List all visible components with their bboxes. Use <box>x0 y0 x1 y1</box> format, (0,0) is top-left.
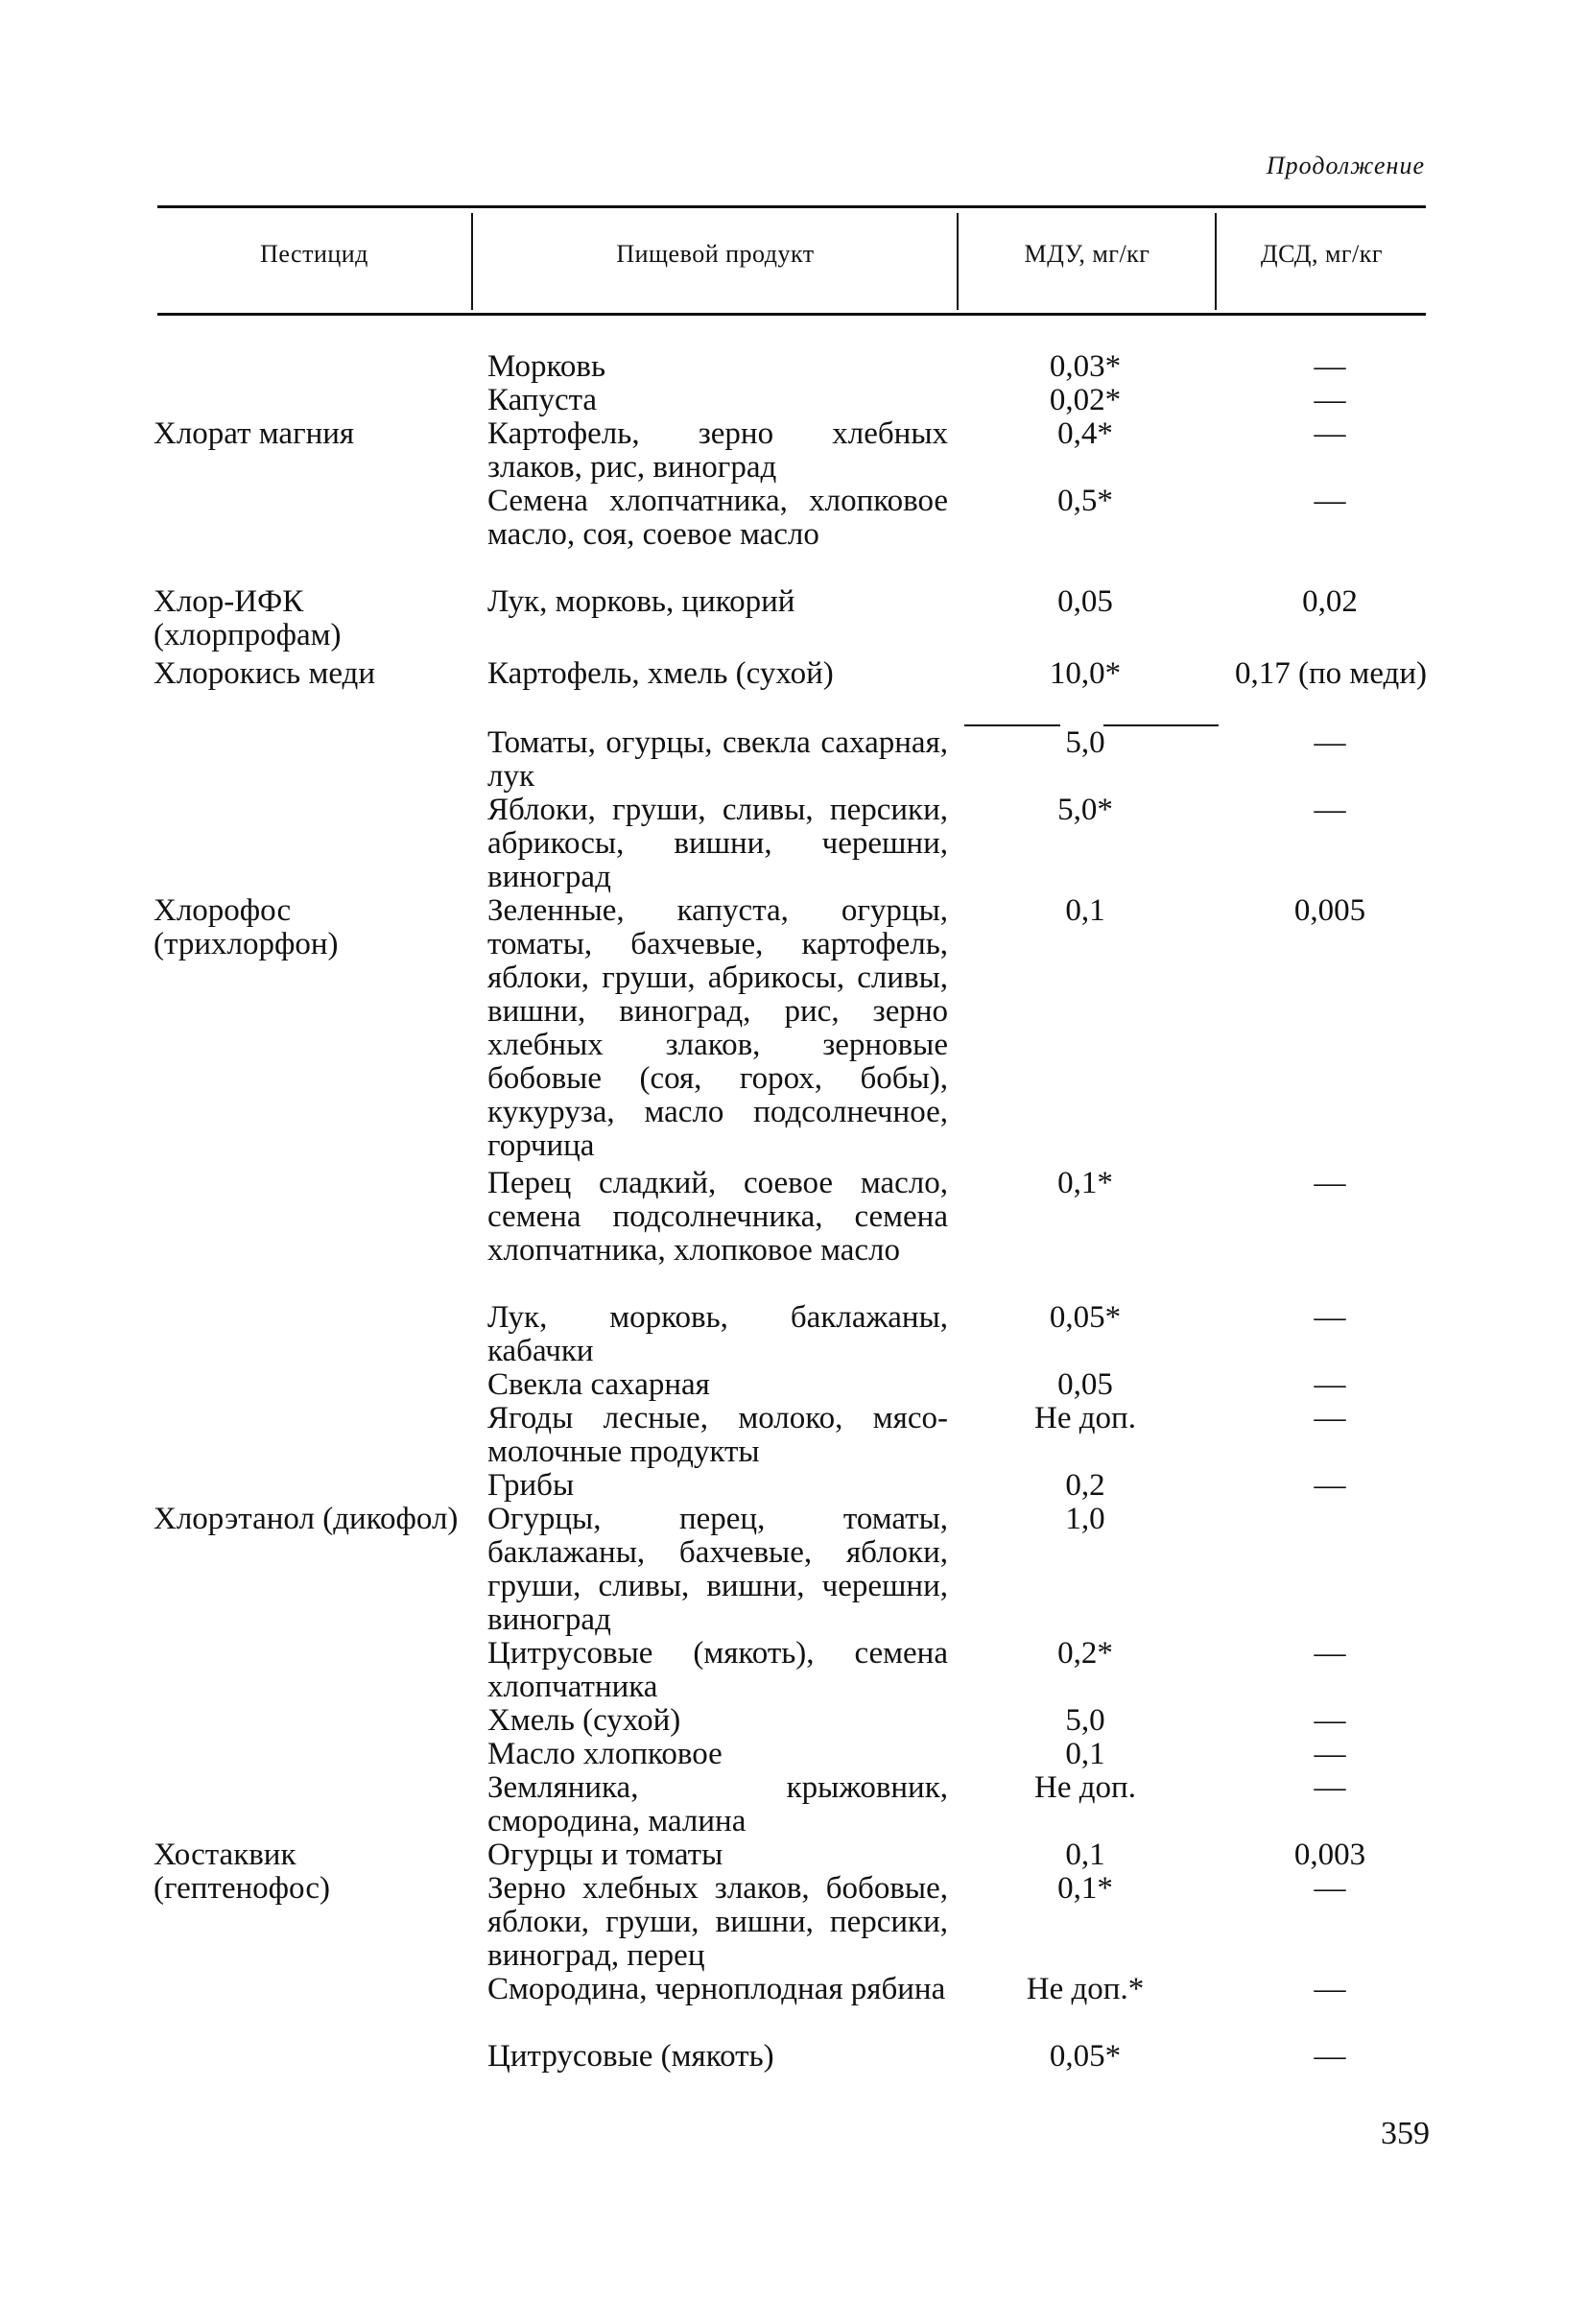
header-pesticide: Пестицид <box>260 240 368 268</box>
table-row-food: Смородина, черноплодная рябина <box>487 1972 946 2006</box>
table-row-food: Масло хлопковое <box>487 1737 723 1771</box>
table-row-dsd: — <box>1314 416 1346 451</box>
table-row-food: Капуста <box>487 383 598 417</box>
header-mdu: МДУ, мг/кг <box>1024 240 1150 268</box>
table-row-mdu: 0,03* <box>1049 349 1122 384</box>
table-row-food: Ягоды лесные, молоко, мясо-молочные продукты <box>487 1401 948 1469</box>
table-row-mdu: 1,0 <box>1065 1502 1105 1536</box>
table-row-food: Огурцы, перец, томаты, баклажаны, бахчевые, яблоки, груши, сливы, вишни, черешни, виноград <box>487 1502 948 1637</box>
table-row-pesticide: Хлорокись меди <box>154 656 375 691</box>
table-row-mdu: 0,02* <box>1049 383 1122 417</box>
table-row-food: Лук, морковь, цикорий <box>487 584 795 619</box>
table-row-food: Лук, морковь, баклажаны, кабачки <box>487 1300 948 1368</box>
table-row-mdu: 0,5* <box>1057 484 1113 518</box>
table-row-mdu: 0,2* <box>1057 1636 1113 1671</box>
table-row-dsd: — <box>1314 1737 1346 1771</box>
table-row-dsd: — <box>1314 1401 1346 1435</box>
table-header-bottom-rule <box>157 313 1426 316</box>
table-row-pesticide: Хлорофос (трихлорфон) <box>154 893 339 961</box>
table-row-pesticide: Хостаквик (гептенофос) <box>154 1838 330 1906</box>
table-row-mdu: Не доп. <box>1034 1770 1136 1805</box>
table-row-dsd: — <box>1314 1770 1346 1805</box>
table-row-food: Томаты, огурцы, свекла сахарная, лук <box>487 725 948 794</box>
table-row-dsd: — <box>1314 1871 1346 1906</box>
table-row-mdu: 5,0 <box>1065 725 1105 760</box>
table-row-dsd: 0,17 (по меди) <box>1235 656 1427 691</box>
table-row-mdu: 0,4* <box>1057 416 1113 451</box>
table-row-food: Картофель, хмель (сухой) <box>487 656 834 691</box>
table-row-dsd: — <box>1314 725 1346 760</box>
header-food-product: Пищевой продукт <box>616 240 815 268</box>
header-divider-1 <box>471 213 473 310</box>
table-row-mdu: 0,1* <box>1057 1166 1113 1200</box>
table-row-food: Грибы <box>487 1468 575 1503</box>
table-row-dsd: — <box>1314 1468 1346 1503</box>
table-row-dsd: — <box>1314 349 1346 384</box>
table-row-dsd: — <box>1314 484 1346 518</box>
table-row-mdu: 5,0 <box>1065 1703 1105 1738</box>
table-row-mdu: 0,05* <box>1049 1300 1122 1335</box>
table-row-dsd: 0,003 <box>1293 1838 1366 1872</box>
table-row-mdu: Не доп. <box>1034 1401 1136 1435</box>
table-row-food: Морковь <box>487 349 606 384</box>
table-row-dsd: — <box>1314 383 1346 417</box>
table-row-dsd: 0,02 <box>1302 584 1358 619</box>
table-row-food: Семена хлопчатника, хлопковое масло, соя, соевое масло <box>487 484 948 552</box>
table-row-mdu: 5,0* <box>1057 793 1113 827</box>
table-row-pesticide: Хлорат магния <box>154 416 355 451</box>
table-top-rule <box>157 205 1426 208</box>
table-row-food: Перец сладкий, соевое масло, семена подсолнечника, семена хлопчатника, хлопковое масло <box>487 1166 948 1268</box>
table-row-food: Цитрусовые (мякоть) <box>487 2039 774 2074</box>
header-dsd: ДСД, мг/кг <box>1260 240 1384 268</box>
table-row-food: Яблоки, груши, сливы, персики, абрикосы, вишни, черешни, виноград <box>487 793 948 894</box>
table-row-pesticide: Хлор-ИФК (хлорпрофам) <box>154 584 342 652</box>
table-row-dsd: — <box>1314 2039 1346 2074</box>
table-row-food: Огурцы и томаты <box>487 1838 723 1872</box>
table-row-dsd: — <box>1314 1166 1346 1200</box>
table-row-food: Зеленные, капуста, огурцы, томаты, бахчевые, картофель, яблоки, груши, абрикосы, сливы, вишни, виноград, рис, зерно хлебных злаков, зерновые бобовые (соя, горох, бобы), кукуруза, масло подсолнечное, горчица <box>487 893 948 1163</box>
table-row-dsd: — <box>1314 1300 1346 1335</box>
table-row-food: Зерно хлебных злаков, бобовые, яблоки, груши, вишни, персики, виноград, перец <box>487 1871 948 1973</box>
header-divider-2 <box>957 213 959 310</box>
table-row-food: Свекла сахарная <box>487 1367 710 1402</box>
table-row-dsd: — <box>1314 793 1346 827</box>
table-row-food: Цитрусовые (мякоть), семена хлопчатника <box>487 1636 948 1704</box>
table-row-mdu: 0,1 <box>1065 1838 1105 1872</box>
continued-label: Продолжение <box>1266 152 1425 179</box>
table-row-food: Картофель, зерно хлебных злаков, рис, виноград <box>487 416 948 485</box>
header-divider-3 <box>1215 213 1217 310</box>
table-row-mdu: 0,05 <box>1057 584 1113 619</box>
table-row-mdu: 0,05* <box>1049 2039 1122 2074</box>
table-row-food: Хмель (сухой) <box>487 1703 681 1738</box>
table-row-mdu: 0,1 <box>1065 1737 1105 1771</box>
table-row-dsd: — <box>1314 1367 1346 1402</box>
table-row-dsd: — <box>1314 1972 1346 2006</box>
table-row-mdu: 0,2 <box>1065 1468 1105 1503</box>
table-row-mdu: 0,1 <box>1065 893 1105 928</box>
table-row-mdu: Не доп.* <box>1026 1972 1145 2006</box>
table-row-pesticide: Хлорэтанол (дикофол) <box>154 1502 459 1536</box>
table-row-mdu: 0,1* <box>1057 1871 1113 1906</box>
table-row-dsd: — <box>1314 1703 1346 1738</box>
table-row-food: Земляника, крыжовник, смородина, малина <box>487 1770 948 1838</box>
page-number: 359 <box>1381 2116 1430 2151</box>
table-row-mdu: 10,0* <box>1049 656 1122 691</box>
table-row-dsd: — <box>1314 1636 1346 1671</box>
table-row-mdu: 0,05 <box>1057 1367 1113 1402</box>
table-row-dsd: 0,005 <box>1293 893 1366 928</box>
